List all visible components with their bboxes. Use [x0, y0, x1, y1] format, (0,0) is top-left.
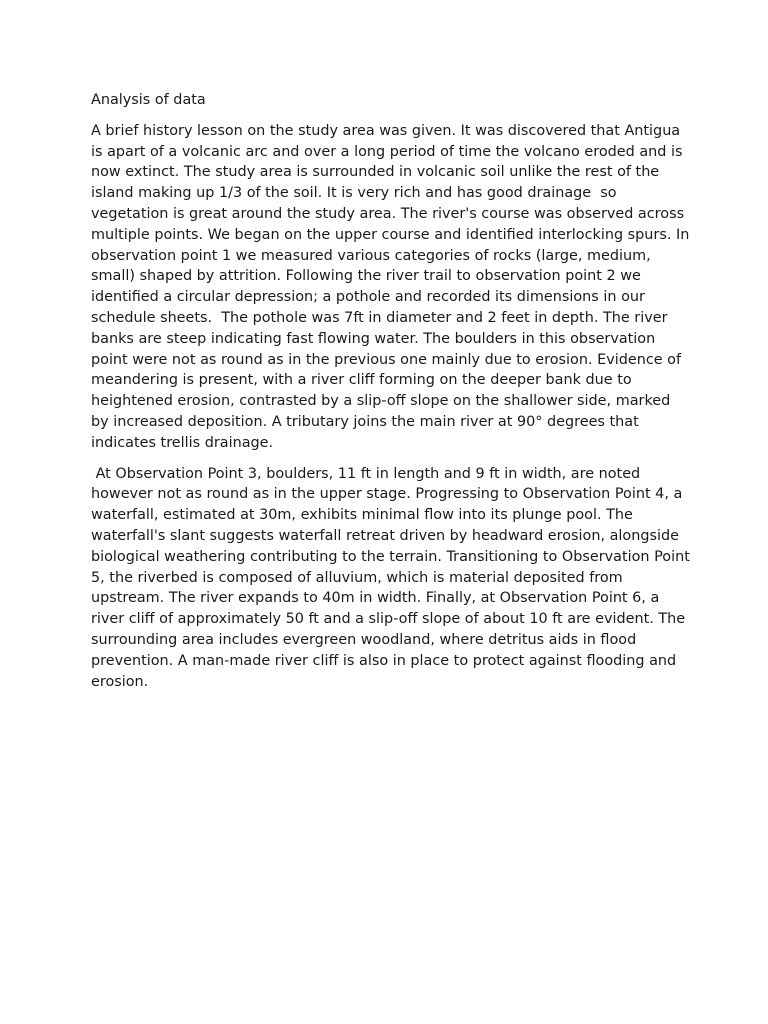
- document-body: [91, 90, 695, 702]
- paragraph-observation-points: At Observation Point 3, boulders, 11 ft in length and 9 ft in width, are noted however not as round as in the upper stage. Progressing to Observation Point 4, a waterfall, estimated at 30m, exhibits minimal flow into its plunge pool. The waterfall's slant suggests waterfall retreat driven by headward erosion, alongside biological weathering contributing to the terrain. Transitioning to Observation Point 5, the riverbed is composed of alluvium, which is material deposited from upstream. The river expands to 40m in width. Finally, at Observation Point 6, a river cliff of approximately 50 ft and a slip-off slope of about 10 ft are evident. The surrounding area includes evergreen woodland, where detritus aids in flood prevention. A man-made river cliff is also in place to protect against flooding and erosion.: [91, 465, 695, 690]
- paragraph-history-and-upper-course: A brief history lesson on the study area was given. It was discovered that Antigua is apart of a volcanic arc and over a long period of time the volcano eroded and is now extinct. The study area is surrounded in volcanic soil unlike the rest of the island making up 1/3 of the soil. It is very rich and has good drainage so vegetation is great around the study area. The river's course was observed across multiple points. We began on the upper course and identified interlocking spurs. In observation point 1 we measured various categories of rocks (large, medium, small) shaped by attrition. Following the river trail to observation point 2 we identified a circular depression; a pothole and recorded its dimensions in our schedule sheets. The pothole was 7ft in diameter and 2 feet in depth. The river banks are steep indicating fast flowing water. The boulders in this observation point were not as round as in the previous one mainly due to erosion. Evidence of meandering is present, with a river cliff forming on the deeper bank due to heightened erosion, contrasted by a slip-off slope on the shallower side, marked by increased deposition. A tributary joins the main river at 90° degrees that indicates trellis drainage.: [91, 122, 694, 451]
- document-heading: Analysis of data: [91, 92, 206, 108]
